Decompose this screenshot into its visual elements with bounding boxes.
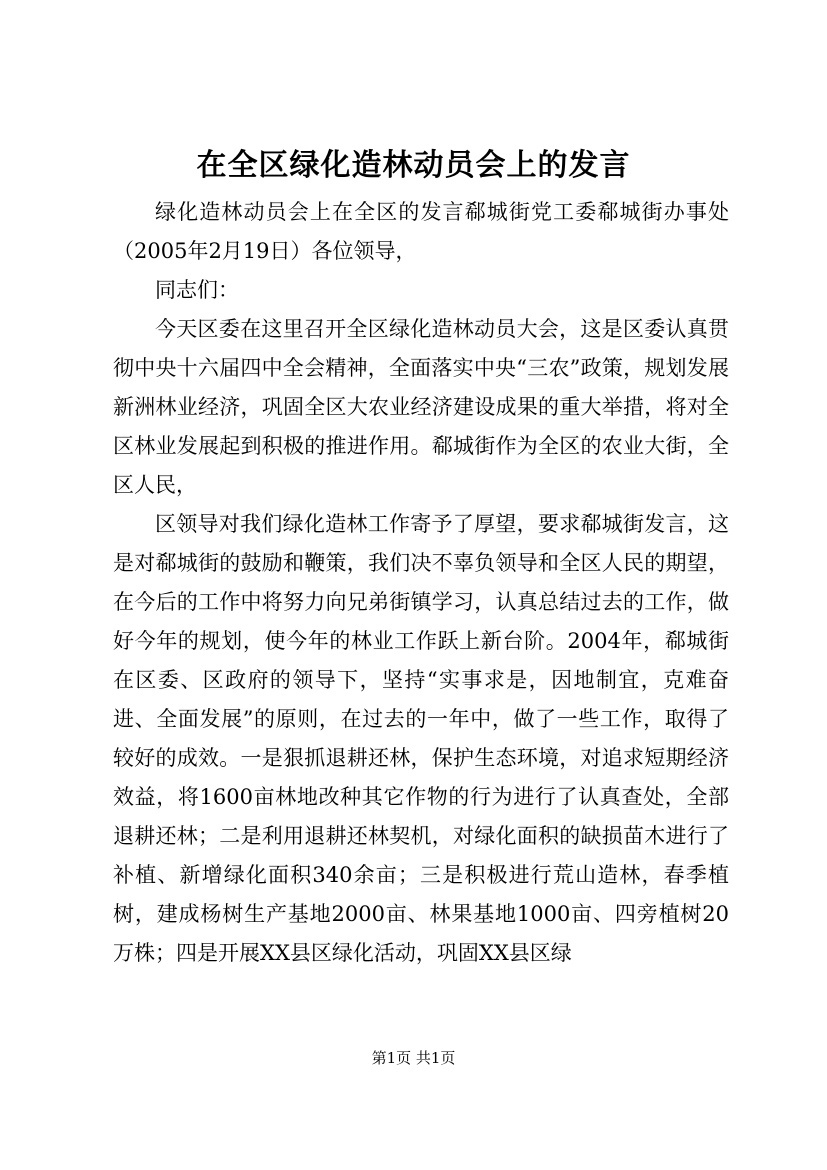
paragraph-3: 今天区委在这里召开全区绿化造林动员大会，这是区委认真贯彻中央十六届四中全会精神，全面落实中央“三农”政策，规划发展新洲林业经济，巩固全区大农业经济建设成果的重大举措，将对全区林业发展起到积极的推进作用。郗城街作为全区的农业大街，全区人民， (113, 317, 729, 497)
paragraph-1: 绿化造林动员会上在全区的发言郗城街党工委郗城街办事处（2005年2月19日）各位领导， (113, 200, 729, 263)
document-body (113, 193, 729, 973)
document-title: 在全区绿化造林动员会上的发言 (196, 148, 631, 183)
paragraph-4: 区领导对我们绿化造林工作寄予了厚望，要求郗城街发言，这是对郗城街的鼓励和鞭策，我们决不辜负领导和全区人民的期望，在今后的工作中将努力向兄弟街镇学习，认真总结过去的工作，做好今年的规划，使今年的林业工作跃上新台阶。2004年，郗城街在区委、区政府的领导下，坚持“实事求是，因地制宜，克难奋进、全面发展”的原则，在过去的一年中，做了一些工作，取得了较好的成效。一是狠抓退耕还林，保护生态环境，对追求短期经济效益，将1600亩林地改种其它作物的行为进行了认真查处，全部退耕还林；二是利用退耕还林契机，对绿化面积的缺损苗木进行了补植、新增绿化面积340余亩；三是积极进行荒山造林，春季植树，建成杨树生产基地2000亩、林果基地1000亩、四旁植树20万株；四是开展XX县区绿化活动，巩固XX县区绿 (113, 512, 729, 965)
page-footer: 第1页 共1页 (371, 1049, 456, 1067)
paragraph-2: 同志们： (155, 278, 239, 302)
